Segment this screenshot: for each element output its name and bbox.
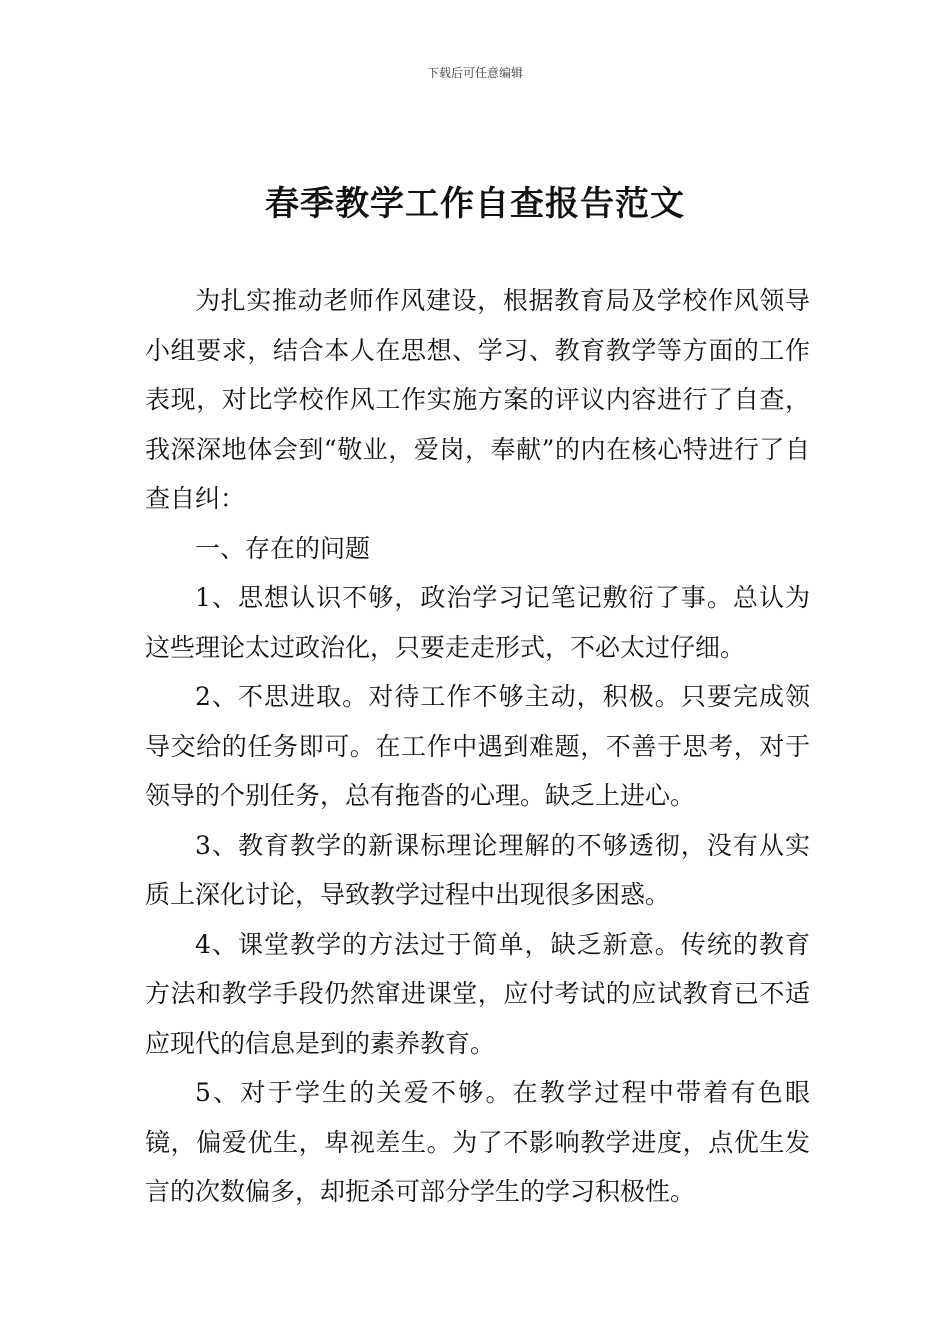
issue-item-4: 4、课堂教学的方法过于简单，缺乏新意。传统的教育方法和教学手段仍然窜进课堂，应付考试的应试教育已不适应现代的信息是到的素养教育。 bbox=[145, 929, 810, 1058]
header-note: 下载后可任意编辑 bbox=[426, 66, 523, 80]
issue-item-1: 1、思想认识不够，政治学习记笔记敷衍了事。总认为这些理论太过政治化，只要走走形式，不必太过仔细。 bbox=[145, 583, 810, 662]
section-heading: 一、存在的问题 bbox=[195, 533, 371, 563]
issue-item-5: 5、对于学生的关爱不够。在教学过程中带着有色眼镜，偏爱优生，卑视差生。为了不影响教学进度，点优生发言的次数偏多，却扼杀可部分学生的学习积极性。 bbox=[145, 1078, 810, 1206]
document-body bbox=[145, 276, 810, 1217]
intro-paragraph: 为扎实推动老师作风建设，根据教育局及学校作风领导小组要求，结合本人在思想、学习、教育教学等方面的工作表现，对比学校作风工作实施方案的评议内容进行了自查，我深深地体会到“敬业，爱岗，奉献”的内在核心特进行了自查自纠： bbox=[145, 286, 810, 513]
issue-item-3: 3、教育教学的新课标理论理解的不够透彻，没有从实质上深化讨论，导致教学过程中出现很多困惑。 bbox=[145, 830, 810, 909]
issue-item-2: 2、不思进取。对待工作不够主动，积极。只要完成领导交给的任务即可。在工作中遇到难题，不善于思考，对于领导的个别任务，总有拖沓的心理。缺乏上进心。 bbox=[145, 682, 810, 810]
document-title: 春季教学工作自查报告范文 bbox=[265, 184, 685, 224]
